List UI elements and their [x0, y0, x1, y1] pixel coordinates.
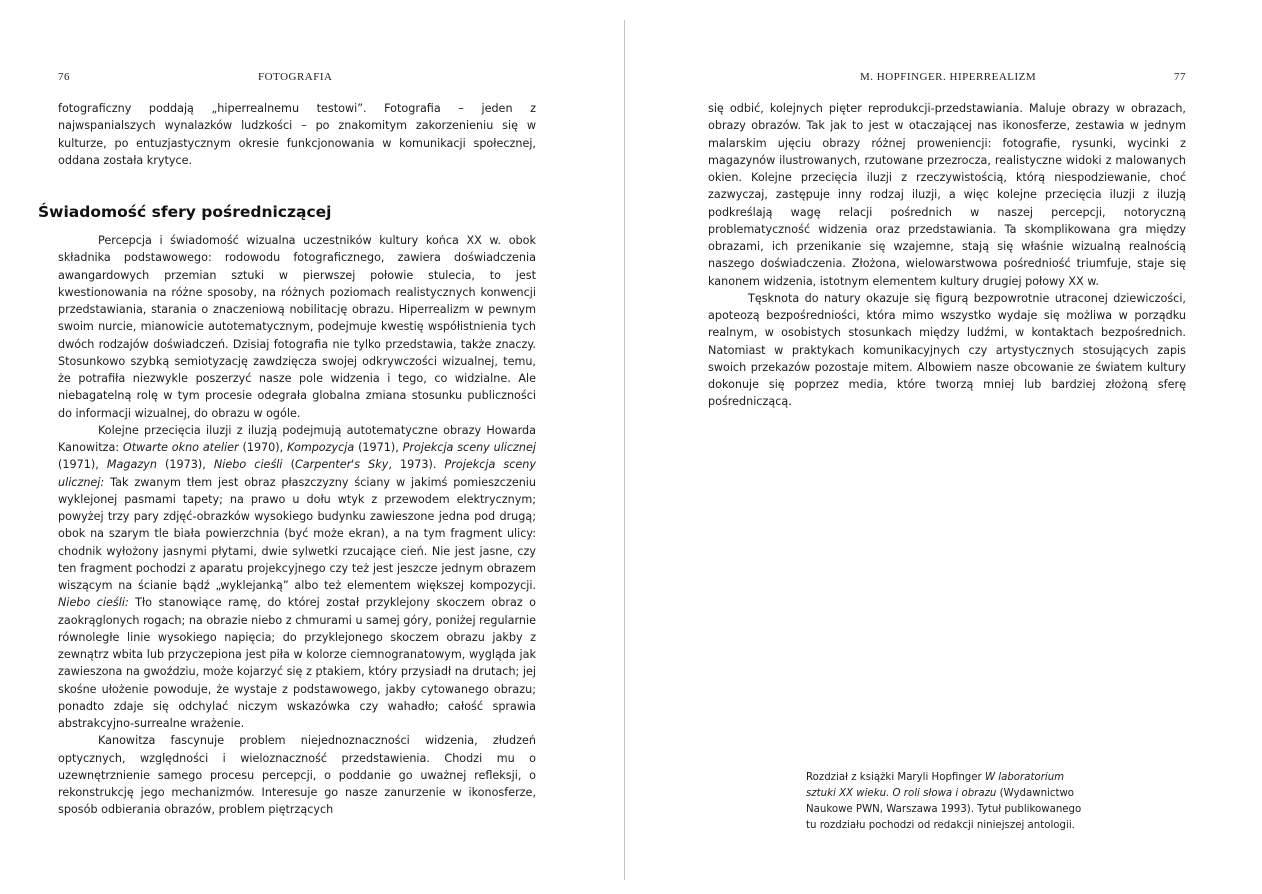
work-separator: (: [282, 458, 295, 472]
footnote-end: (Wydawnictwo Naukowe PWN, Warszawa 1993). Tytuł publikowanego tu rozdziału pochodzi od redakcji niniejszej antologii.: [806, 788, 1082, 831]
left-body: [58, 232, 536, 819]
paragraph-start: Kolejne przecięcia iluzji z iluzją podejmują autotematyczne obrazy Howarda Kanowitza:: [58, 423, 536, 454]
niebo-label: Niebo cieśli:: [58, 596, 129, 610]
projection-description: Tak zwanym tłem jest obraz płaszczyzny ściany w jakimś pomieszczeniu wyklejonej pasmami tapety; na prawo u dołu wtyk z przewodem elektrycznym; powyżej trzy pary zdjęć-obrazków wysokiego budynku zawieszone jedna pod drugą; obok na szarym tle biała powierzchnia (być może ekran), a na tym fragment ulicy: chodnik wyłożony jasnymi płytami, dwie sylwetki rzucające cień. Nie jest jasne, czy ten fragment pochodzi z aparatu projekcyjnego czy też jest jeszcze jednym obrazem wiszącym na ścianie bądź „wyklejanką” albo też elementem większej kompozycji.: [58, 475, 536, 592]
work-year: (1970),: [238, 441, 288, 454]
work-year: (1971),: [58, 458, 107, 472]
work-title: Niebo cieśli: [213, 458, 283, 472]
left-running-head: FOTOGRAFIA: [258, 71, 333, 83]
work-year: , 1973).: [388, 458, 445, 472]
right-running-head: M. HOPFINGER. HIPERREALIZM: [860, 71, 1037, 83]
work-year: (1973),: [156, 458, 214, 472]
intro-paragraph: fotograficzny poddają „hiperrealnemu testowi”. Fotografia – jeden z najwspanialszych wynalazków ludzkości – po znakomitym zakorzenieniu się w kulturze, po entuzjastycznym okresie funkcjonowania w komunikacji społecznej, oddana została krytyce.: [58, 102, 536, 167]
paragraph-kanowitz-works: [58, 422, 536, 733]
work-title: Kompozycja: [287, 441, 355, 454]
book-title: W laboratorium sztuki XX wieku. O roli słowa i obrazu: [806, 772, 1065, 799]
work-year: (1971),: [354, 441, 403, 454]
left-page-number: 76: [58, 71, 70, 83]
source-footnote: [806, 770, 1089, 834]
book-gutter: [624, 20, 625, 880]
paragraph-reflections: się odbić, kolejnych pięter reprodukcji-przedstawiania. Maluje obrazy w obrazach, obrazy obrazów. Tak jak to jest w otaczającej nas ikonosferze, zestawia w jednym malarskim ujęciu obrazy różnej proweniencji: fotografie, rysunki, wycinki z magazynów ilustrowanych, rzutowane przezrocza, realistyczne widoki z malowanych okien. Kolejne przecięcia iluzji z rzeczywistością, którą niespodziewanie, choć zazwyczaj, zastępuje inny rodzaj iluzji, a więc kolejne przecięcia iluzji z iluzją podkreślają wagę relacji pośrednich w naszej percepcji, notoryczną problematyczność widzenia oraz przedstawiania. Ta skomplikowana gra między obrazami, ich przenikanie się wzajemne, stają się właśnie wizualną realnością naszego doświadczenia. Złożona, wielowarstwowa pośredniość triumfuje, staje się kanonem widzenia, istotnym elementem kultury drugiej połowy XX w.: [708, 102, 1186, 288]
paragraph-perception: Percepcja i świadomość wizualna uczestników kultury końca XX w. obok składnika podstawowego: rodowodu fotograficznego, zawiera doświadczenia awangardowych przemian sztuki w pierwszej połowie stulecia, to jest kwestionowania na różne sposoby, na różnych poziomach realistycznych konwencji przedstawiania, starania o znaczeniową nobilitację obrazu. Hiperrealizm w pewnym swoim nurcie, mianowicie autotematycznym, podejmuje kwestię współistnienia tych dwóch rodzajów doświadczeń. Dzisiaj fotografia nie tylko przedstawia, także znaczy. Stosunkowo szybką semiotyzację zawdzięcza swojej odkrywczości wizualnej, temu, że potrafiła niezwykle poszerzyć nasze pole widzenia i tego, co widzialne. Ale niebagatelną rolę w tym procesie odegrała globalna zmiana stosunku publiczności do informacji wizualnej, do obrazu w ogóle.: [58, 234, 536, 420]
section-heading: Świadomość sfery pośredniczącej: [38, 203, 332, 221]
footnote-start: Rozdział z książki Maryli Hopfinger: [806, 772, 985, 783]
projection-label: Projekcja sceny ulicznej:: [58, 458, 536, 489]
paragraph-nature-longing: Tęsknota do natury okazuje się figurą bezpowrotnie utraconej dziewiczości, apoteozą bezpośredniości, która mimo wszystko wydaje się możliwa w porządku realnym, w osobistych stosunkach między ludźmi, w kontaktach bezpośrednich. Natomiast w praktykach komunikacyjnych czy artystycznych stosujących zapis swoich przekazów pozostaje mitem. Albowiem nasze obcowanie ze światem kultury dokonuje się poprzez media, które tworzą mniej lub bardziej złożoną sferę pośredniczącą.: [708, 291, 1186, 409]
niebo-description: Tło stanowiące ramę, do której został przyklejony skoczem obraz o zaokrąglonych rogach; na obrazie niebo z chmurami u samej góry, poniżej regularnie równoległe linie wysokiego napięcia; do przyklejonego skoczem obrazu jakby z zewnątrz wbita lub przyczepiona jest piła w kolorze ciemnogranatowym, wygląda jak zawieszona na gwoździu, może kojarzyć się z ptakiem, który przysiadł na drutach; jej skośne ułożenie powoduje, że wystaje z podstawowego, jakby cytowanego obrazu; ponadto zdaje się odchylać niczym wskazówka czy wahadło; całość sprawia abstrakcyjno-surrealne wrażenie.: [58, 596, 536, 730]
right-body: [708, 100, 1186, 411]
work-title: Projekcja sceny ulicznej: [402, 441, 537, 454]
work-title: Magazyn: [106, 458, 157, 472]
right-page-number: 77: [1174, 71, 1186, 83]
work-title: Otwarte okno atelier: [122, 441, 239, 454]
paragraph-kanowitz-fascination: Kanowitza fascynuje problem niejednoznaczności widzenia, złudzeń optycznych, względności i wieloznaczność przedstawienia. Chodzi mu o uzewnętrznienie samego procesu percepcji, o poddanie go uważnej refleksji, o rekonstrukcję jego mechanizmów. Interesuje go nasze zanurzenie w ikonosferze, sposób odbierania obrazów, problem piętrzących: [58, 734, 536, 817]
work-alt-title: Carpenter's Sky: [294, 458, 389, 472]
